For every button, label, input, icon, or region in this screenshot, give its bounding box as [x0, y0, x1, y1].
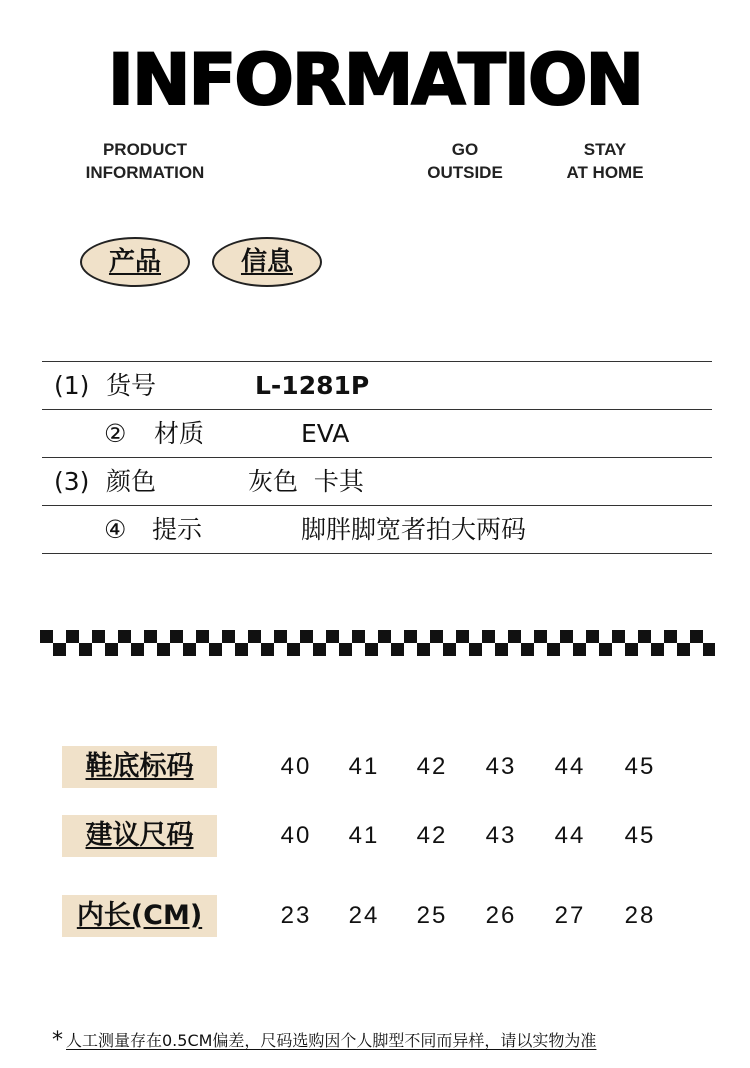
- size-value: 40: [280, 753, 312, 780]
- checker-square: [196, 630, 209, 643]
- size-value: 40: [280, 822, 312, 849]
- checker-square: [430, 630, 443, 643]
- checker-square: [118, 630, 131, 643]
- size-label-inner-length: [62, 895, 217, 937]
- checker-square: [469, 643, 482, 656]
- footnote: [52, 1028, 732, 1053]
- subtitle-line: AT HOME: [566, 163, 644, 182]
- subtitle-stay-at-home: [545, 138, 665, 184]
- subtitle-product-information: [70, 138, 220, 184]
- size-value: 45: [624, 753, 656, 780]
- spec-label: 提示: [152, 515, 203, 544]
- spec-value: L-1281P: [255, 371, 370, 400]
- checker-square: [235, 643, 248, 656]
- size-value: 42: [416, 753, 448, 780]
- checker-square: [391, 643, 404, 656]
- spec-value: 灰色 卡其: [248, 467, 364, 496]
- size-label-suggested: [62, 815, 217, 857]
- asterisk: *: [52, 1028, 63, 1053]
- size-value: 26: [485, 902, 517, 929]
- checker-square: [144, 630, 157, 643]
- checker-square: [105, 643, 118, 656]
- footnote-text: 人工测量存在0.5CM偏差，尺码选购因个人脚型不同而异样，请以实物为准: [66, 1031, 597, 1050]
- size-label-text: 建议尺码: [85, 820, 194, 851]
- checker-square: [521, 643, 534, 656]
- spec-label: 颜色: [106, 467, 157, 496]
- checker-square: [482, 630, 495, 643]
- size-value: 41: [348, 822, 380, 849]
- spec-row-color: [42, 457, 712, 505]
- checker-square: [664, 630, 677, 643]
- size-value: 25: [416, 902, 448, 929]
- spec-number: (1): [54, 371, 90, 400]
- checker-square: [326, 630, 339, 643]
- subtitle-line: INFORMATION: [85, 163, 205, 182]
- spec-row-item-no: [42, 361, 712, 409]
- checker-square: [560, 630, 573, 643]
- checker-square: [378, 630, 391, 643]
- checker-square: [703, 643, 715, 656]
- size-value: 28: [624, 902, 656, 929]
- size-value: 45: [624, 822, 656, 849]
- size-value: 43: [485, 822, 517, 849]
- checker-square: [508, 630, 521, 643]
- spec-row-tip: [42, 505, 712, 554]
- checker-square: [651, 643, 664, 656]
- size-value: 27: [554, 902, 586, 929]
- subtitle-line: STAY: [583, 140, 627, 159]
- size-value: 44: [554, 753, 586, 780]
- size-value: 43: [485, 753, 517, 780]
- checker-square: [300, 630, 313, 643]
- checker-square: [365, 643, 378, 656]
- size-label-sole: [62, 746, 217, 788]
- checker-square: [79, 643, 92, 656]
- spec-table: [42, 361, 712, 554]
- checker-square: [573, 643, 586, 656]
- size-value: 41: [348, 753, 380, 780]
- spec-value: 脚胖脚宽者拍大两码: [301, 515, 527, 544]
- checker-square: [339, 643, 352, 656]
- checker-square: [92, 630, 105, 643]
- checker-square: [690, 630, 703, 643]
- checker-square: [287, 643, 300, 656]
- checker-square: [40, 630, 53, 643]
- pill-info: [212, 237, 322, 287]
- checker-square: [209, 643, 222, 656]
- checker-square: [261, 643, 274, 656]
- checker-square: [612, 630, 625, 643]
- subtitle-line: PRODUCT: [102, 140, 188, 159]
- checker-square: [534, 630, 547, 643]
- checker-square: [404, 630, 417, 643]
- checker-square: [222, 630, 235, 643]
- checker-square: [677, 643, 690, 656]
- checker-square: [547, 643, 560, 656]
- checker-divider: [40, 630, 715, 656]
- checker-square: [443, 643, 456, 656]
- checker-square: [274, 630, 287, 643]
- checker-square: [638, 630, 651, 643]
- subtitle-line: GO: [451, 140, 479, 159]
- spec-number: ②: [104, 419, 127, 448]
- page-title: INFORMATION: [107, 39, 643, 121]
- checker-square: [248, 630, 261, 643]
- checker-square: [495, 643, 508, 656]
- checker-square: [417, 643, 430, 656]
- subtitle-go-outside: [405, 138, 525, 184]
- spec-row-material: [42, 409, 712, 457]
- size-value: 23: [280, 902, 312, 929]
- pill-label: 产品: [108, 247, 161, 277]
- checker-square: [53, 643, 66, 656]
- size-value: 42: [416, 822, 448, 849]
- pill-product: [80, 237, 190, 287]
- size-label-text: 内长(CM): [76, 900, 203, 931]
- spec-label: 材质: [154, 419, 205, 448]
- size-label-text: 鞋底标码: [85, 751, 194, 782]
- checker-square: [157, 643, 170, 656]
- size-value: 24: [348, 902, 380, 929]
- checker-square: [456, 630, 469, 643]
- checker-square: [170, 630, 183, 643]
- checker-square: [183, 643, 196, 656]
- spec-value: EVA: [301, 419, 350, 448]
- checker-square: [625, 643, 638, 656]
- pill-label: 信息: [240, 247, 293, 277]
- checker-square: [352, 630, 365, 643]
- checker-square: [66, 630, 79, 643]
- spec-label: 货号: [106, 371, 157, 400]
- subtitle-line: OUTSIDE: [427, 163, 503, 182]
- checker-square: [599, 643, 612, 656]
- size-value: 44: [554, 822, 586, 849]
- checker-square: [586, 630, 599, 643]
- checker-square: [313, 643, 326, 656]
- spec-number: (3): [54, 467, 90, 496]
- spec-number: ④: [104, 515, 127, 544]
- checker-square: [131, 643, 144, 656]
